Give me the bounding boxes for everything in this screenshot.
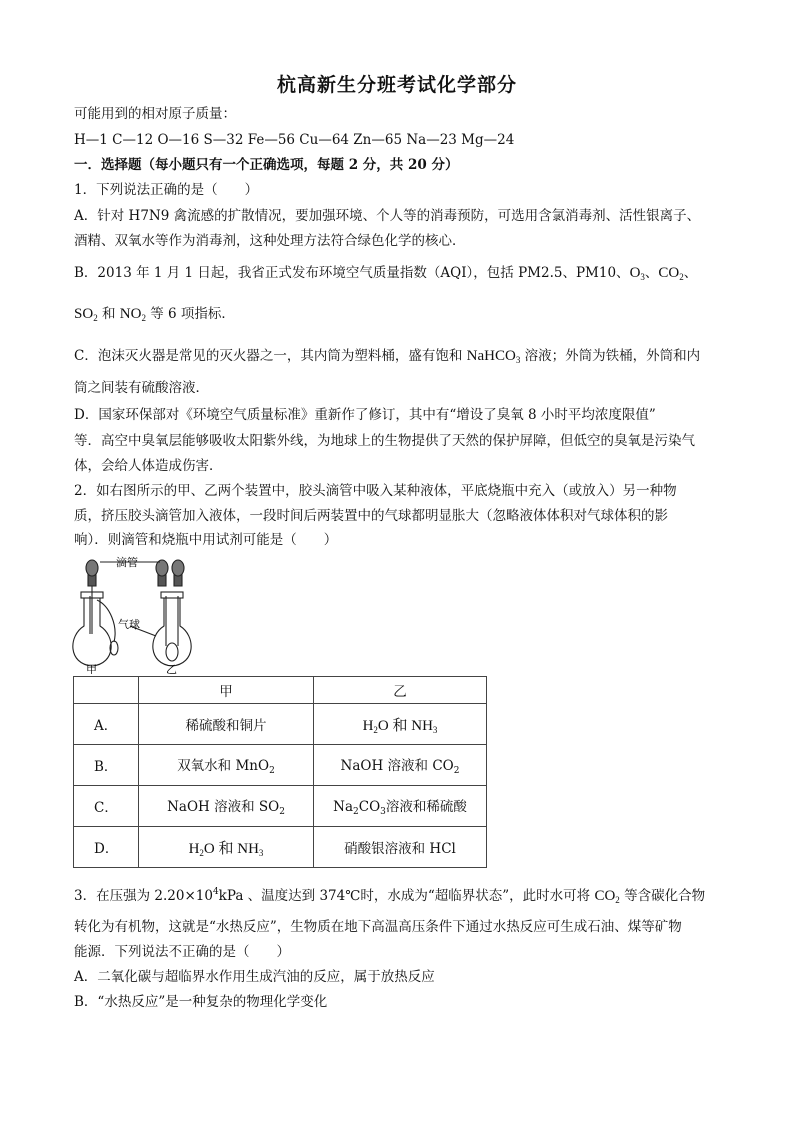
option-yi: 硝酸银溶液和 HCl [314, 827, 487, 868]
q1-option-b-text: B．2013 年 1 月 1 日起，我省正式发布环境空气质量指数（AQI），包括 PM2.5、PM10、 [74, 265, 630, 281]
label-yi: 乙 [166, 663, 177, 674]
option-jia: NaOH 溶液和 $SO_2$ [139, 786, 314, 827]
q2-line1: 2．如右图所示的甲、乙两个装置中，胶头滴管中吸入某种液体，平底烧瓶中充入（或放入）另一种物 [74, 483, 677, 499]
page-title: 杭高新生分班考试化学部分 [276, 74, 517, 96]
q2-line2: 质，挤压胶头滴管加入液体，一段时间后两装置中的气球都明显胀大（忽略液体体积对气球体积的影 [74, 508, 668, 524]
q3-line1: 3．在压强为 $2.20\times 10^4kPa$ 、温度达到 374℃时，水成为“超临界状态”，此时水可将 $CO_2$ 等含碳化合物 [74, 887, 706, 905]
q3-line3: 能源．下列说法不正确的是（ ） [74, 944, 290, 960]
option-jia: 双氧水和 MnO$_2$ [139, 745, 314, 786]
section-heading: 一．选择题（每小题只有一个正确选项，每题 2 分，共 20 分） [74, 157, 459, 173]
q1-option-b-line2 [74, 304, 235, 328]
table-header-cell: 乙 [314, 677, 487, 704]
option-letter: B． [74, 745, 139, 786]
formula-no2: $NO_2$ [119, 306, 146, 323]
q3-line2: 转化为有机物，这就是“水热反应”，生物质在地下高温高压条件下通过水热反应可生成石油、煤等矿物 [74, 919, 682, 935]
q1-b-and: 和 [101, 306, 116, 322]
option-jia: $H_2O$ 和 $NH_3$ [139, 827, 314, 868]
q1-option-c-line2: 筒之间装有硫酸溶液． [74, 380, 209, 396]
table-row [74, 704, 487, 745]
formula-so2: $SO_2$ [74, 306, 98, 323]
q1-option-a-line2: 酒精、双氧水等作为消毒剂，这种处理方法符合绿色化学的核心． [74, 233, 466, 249]
q1-option-c-post: 溶液；外筒为铁桶，外筒和内 [524, 348, 701, 364]
table-row [74, 786, 487, 827]
formula-co2: $CO_2$ [594, 888, 620, 905]
option-letter: D． [74, 827, 139, 868]
q1-b-tail: 等 6 项指标． [150, 306, 235, 322]
formula-nahco3: NaHCO$_3$ [466, 348, 521, 365]
q3-option-a: A．二氧化碳与超临界水作用生成汽油的反应，属于放热反应 [74, 969, 435, 985]
label-jia: 甲 [86, 663, 97, 674]
q1-option-c-pre: C．泡沫灭火器是常见的灭火器之一，其内筒为塑料桶，盛有饱和 [74, 348, 463, 364]
q1-option-b-line1: B．2013 年 1 月 1 日起，我省正式发布环境空气质量指数（AQI），包括 PM2.5、PM10、$O_3$、$CO_2$、 [74, 265, 698, 282]
q1-option-d-line3: 体，会给人体造成伤害． [74, 458, 223, 474]
dropper-label: 滴管 [116, 556, 138, 569]
q1-option-d-line2: 等．高空中臭氧层能够吸收太阳紫外线，为地球上的生物提供了天然的保护屏障，但低空的臭氧是污染气 [74, 433, 695, 449]
atomic-mass-label: 可能用到的相对原子质量： [74, 106, 236, 122]
balloon-label: 气球 [118, 618, 140, 631]
table-row [74, 827, 487, 868]
formula-co2: $CO_2$ [658, 265, 684, 282]
table-header-cell: 甲 [139, 677, 314, 704]
q2-line3: 响）．则滴管和烧瓶中用试剂可能是（ ） [74, 532, 338, 548]
q1-option-c-line1 [74, 346, 700, 370]
q1-option-d-line1: D．国家环保部对《环境空气质量标准》重新作了修订，其中有“增设了臭氧 8 小时平均浓度限值” [74, 407, 656, 423]
atomic-mass-list: H—1 C—12 O—16 S—32 Fe—56 Cu—64 Zn—65 Na—23 Mg—24 [74, 132, 515, 148]
table-header-cell [74, 677, 139, 704]
q1-option-a-line1: A．针对 H7N9 禽流感的扩散情况，要加强环境、个人等的消毒预防，可选用含氯消毒剂、活性银离子、 [74, 208, 701, 224]
option-jia: 稀硫酸和铜片 [139, 704, 314, 745]
option-letter: A． [74, 704, 139, 745]
options-table [73, 676, 487, 868]
table-row [74, 745, 487, 786]
option-letter: C． [74, 786, 139, 827]
q3-option-b: B．“水热反应”是一种复杂的物理化学变化 [74, 994, 328, 1010]
option-yi: $Na_2CO_3$溶液和稀硫酸 [314, 786, 487, 827]
apparatus-figure [70, 556, 230, 674]
option-yi: NaOH 溶液和 $CO_2$ [314, 745, 487, 786]
q1-stem: 1．下列说法正确的是（ ） [74, 182, 259, 198]
formula-o3: $O_3$ [629, 265, 645, 282]
option-yi: $H_2O$ 和 $NH_3$ [314, 704, 487, 745]
table-header-row [74, 677, 487, 704]
